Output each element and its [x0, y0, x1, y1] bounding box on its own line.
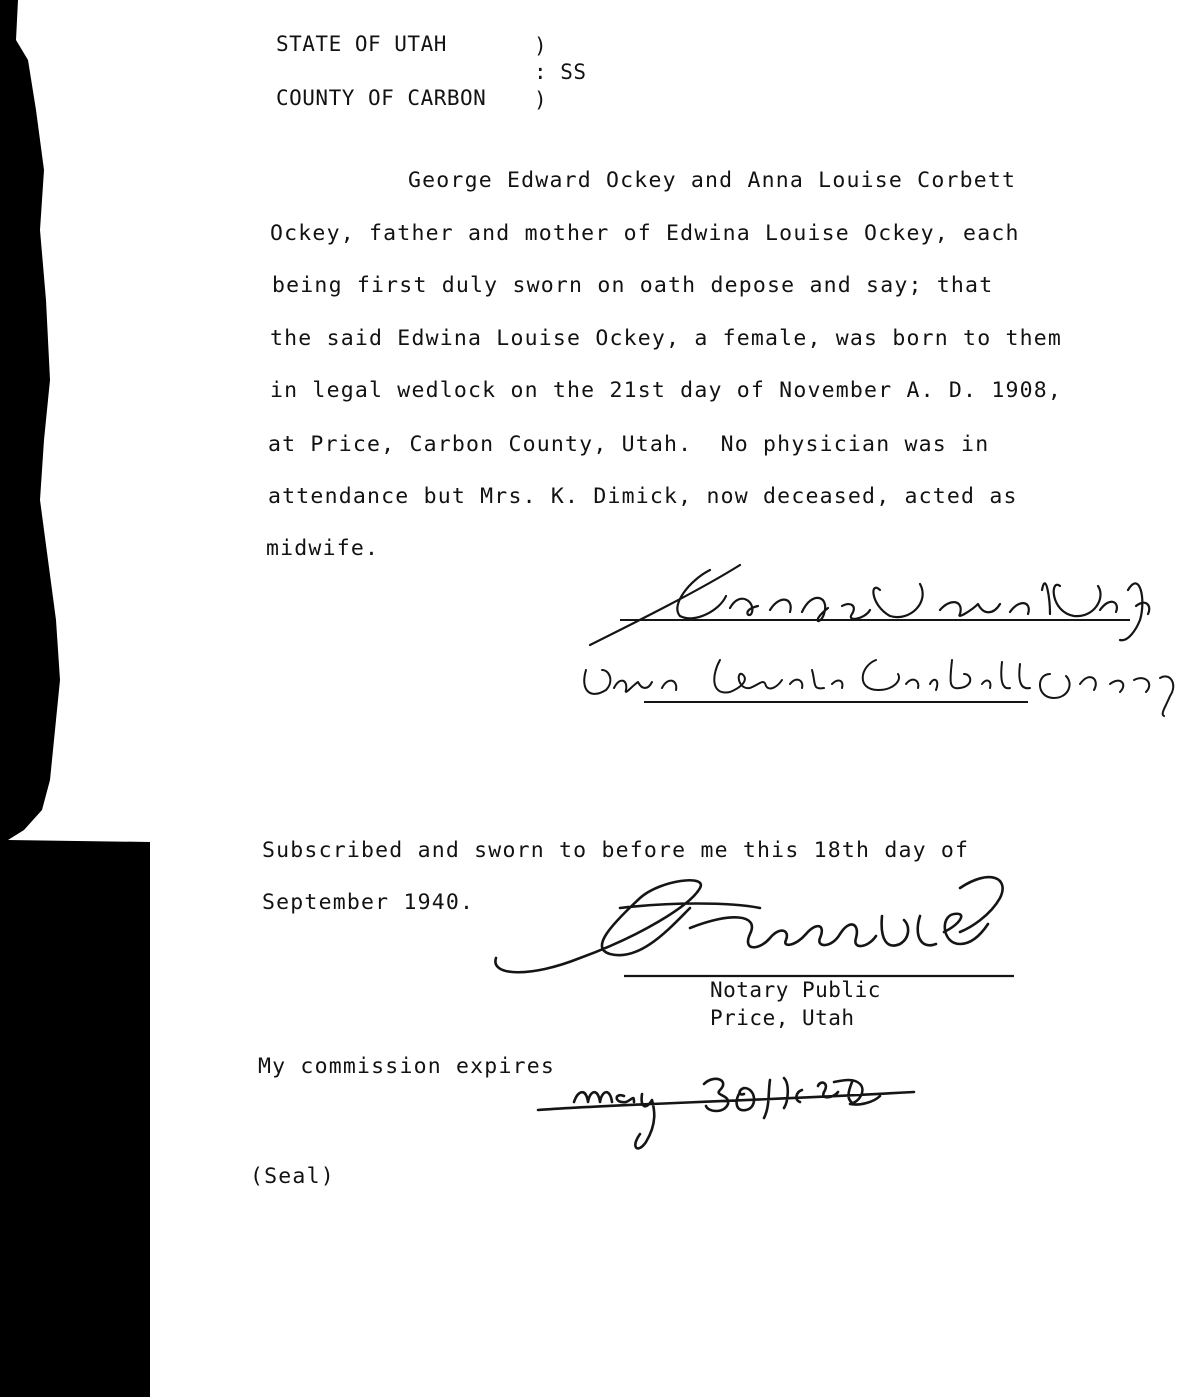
caption-bracket-top: ) — [534, 34, 548, 58]
commission-expiry-handwriting — [534, 1062, 924, 1158]
jurat-line-1: Subscribed and sworn to before me this 18th day of — [262, 838, 970, 863]
body-line: being first duly sworn on oath depose and say; that — [272, 273, 994, 298]
mother-signature — [580, 640, 1195, 720]
body-line: at Price, Carbon County, Utah. No physician was in — [268, 432, 990, 457]
body-line: in legal wedlock on the 21st day of November A. D. 1908, — [270, 378, 1063, 403]
body-line: midwife. — [266, 536, 380, 561]
body-line: Ockey, father and mother of Edwina Louise Ockey, each — [270, 221, 1020, 246]
body-line: George Edward Ockey and Anna Louise Corbett — [408, 168, 1017, 193]
jurat-line-2: September 1940. — [262, 890, 475, 915]
state-label: STATE OF UTAH — [276, 32, 447, 56]
body-line: the said Edwina Louise Ockey, a female, was born to them — [270, 326, 1063, 351]
notary-title: Notary Public — [710, 978, 881, 1002]
notary-location: Price, Utah — [710, 1006, 855, 1030]
commission-label: My commission expires — [258, 1054, 556, 1079]
county-label: COUNTY OF CARBON — [276, 86, 487, 110]
scan-dark-edge — [0, 0, 160, 1397]
ss-label: : SS — [534, 60, 587, 84]
caption-bracket-bottom: ) — [534, 88, 548, 112]
seal-label: (Seal) — [250, 1164, 335, 1189]
body-line: attendance but Mrs. K. Dimick, now deceased, acted as — [268, 484, 1018, 509]
notary-signature — [490, 868, 1050, 986]
